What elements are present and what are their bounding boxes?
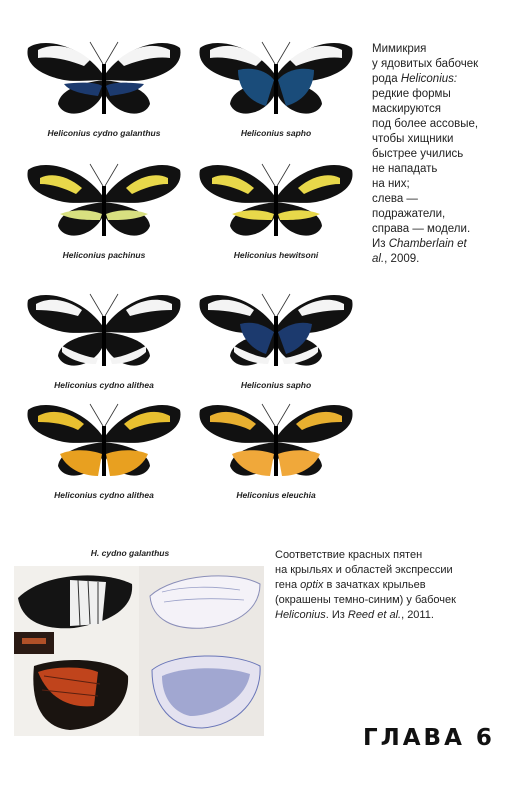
butterfly-image	[196, 398, 356, 488]
photo-label: H. cydno galanthus	[90, 548, 170, 558]
caption-line: в зачатках крыльев	[323, 579, 426, 591]
caption-line: подражатели,	[372, 208, 446, 220]
caption: Heliconius sapho	[240, 128, 312, 138]
optix-caption	[275, 548, 495, 623]
caption-line: на крыльях и областей экспрессии	[275, 564, 453, 576]
caption-line: слева —	[372, 193, 418, 205]
chapter-heading: ГЛАВА 6	[363, 725, 495, 751]
caption-line: Из	[372, 238, 389, 250]
caption-line: на них;	[372, 178, 410, 190]
specimen-hewitsoni	[192, 158, 360, 276]
butterfly-image	[24, 288, 184, 378]
butterfly-image	[24, 158, 184, 248]
specimen-sapho	[192, 36, 360, 154]
caption-line: . Из	[325, 609, 348, 621]
caption-line: справа — модели.	[372, 223, 471, 235]
caption-line: маскируются	[372, 103, 442, 115]
caption: Heliconius pachinus	[62, 250, 146, 260]
caption: Heliconius cydno galanthus	[47, 128, 161, 138]
specimen-cydno-alithea-white	[20, 288, 188, 406]
wing-photos	[14, 566, 264, 736]
specimen-cydno-alithea-yellow	[20, 398, 188, 516]
gene-name: optix	[300, 579, 324, 591]
butterfly-image	[196, 158, 356, 248]
caption-line: гена	[275, 579, 301, 591]
caption: Heliconius hewitsoni	[233, 250, 319, 260]
caption-line: Мимикрия	[372, 43, 427, 55]
butterfly-image	[24, 36, 184, 126]
mimicry-caption	[372, 42, 512, 267]
specimen-eleuchia	[192, 398, 360, 516]
caption-genus: Heliconius:	[400, 73, 458, 85]
caption: Heliconius cydno alithea	[54, 490, 154, 500]
caption-line: под более ассовые,	[372, 118, 479, 130]
caption-line: , 2009.	[384, 253, 420, 265]
caption: Heliconius eleuchia	[236, 490, 316, 500]
butterfly-image	[196, 288, 356, 378]
specimen-cydno-galanthus	[20, 36, 188, 154]
caption-line: (окрашены темно-синим) у бабочек	[275, 594, 456, 606]
butterfly-image	[196, 36, 356, 126]
caption: Heliconius sapho	[240, 380, 312, 390]
caption-line: , 2011.	[401, 609, 434, 621]
caption-line: не нападать	[372, 163, 438, 175]
caption-citation: al.	[372, 253, 385, 265]
caption-genus: Heliconius	[275, 609, 326, 621]
optix-expression-photo	[14, 566, 264, 736]
caption: Heliconius cydno alithea	[54, 380, 154, 390]
specimen-pachinus	[20, 158, 188, 276]
caption-citation: Chamberlain et	[388, 238, 467, 250]
caption-line: рода	[372, 73, 401, 85]
caption-line: редкие формы	[372, 88, 451, 100]
caption-line: у ядовитых бабочек	[372, 58, 479, 70]
caption-line: Соответствие красных пятен	[275, 549, 423, 561]
butterfly-grid	[20, 36, 360, 506]
caption-line: быстрее учились	[372, 148, 464, 160]
caption-line: чтобы хищники	[372, 133, 454, 145]
specimen-sapho-2	[192, 288, 360, 406]
butterfly-image	[24, 398, 184, 488]
caption-citation: Reed et al.	[347, 609, 402, 621]
